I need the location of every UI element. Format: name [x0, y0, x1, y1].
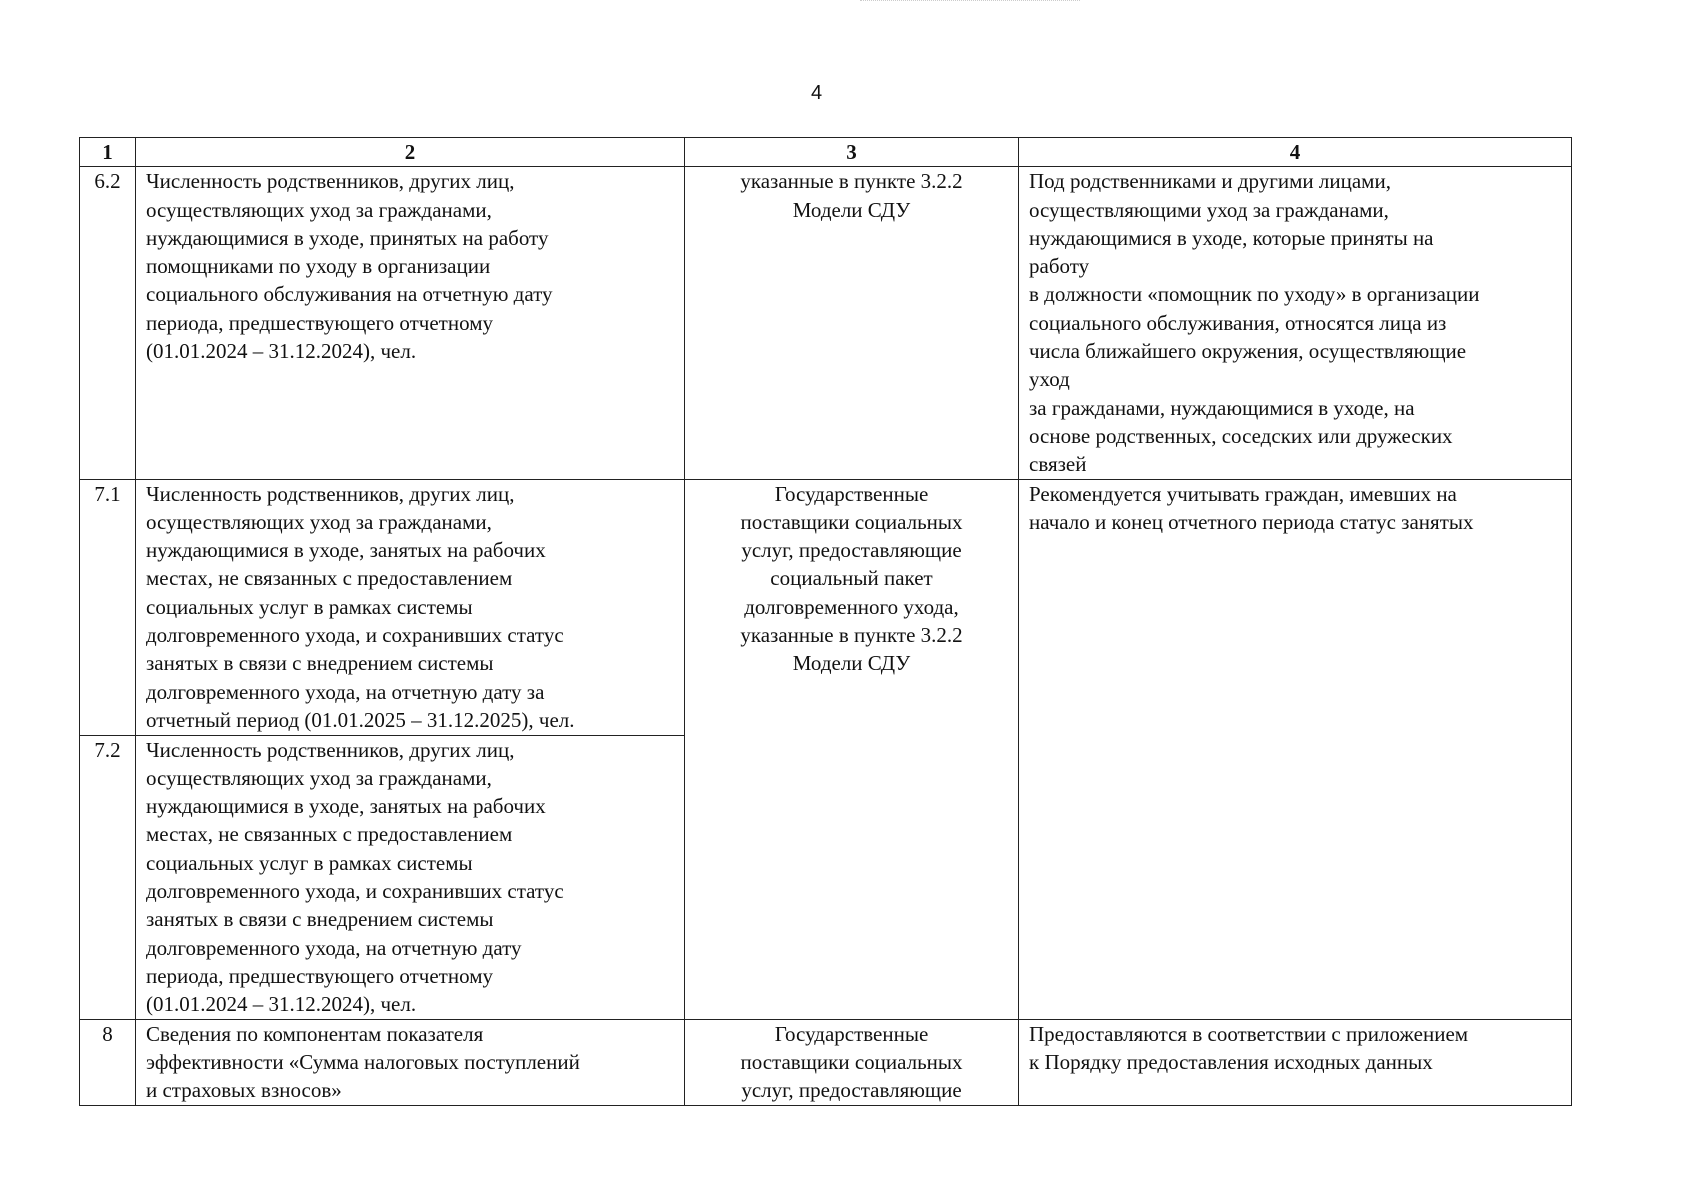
- text-line: осуществляющих уход за гражданами,: [146, 509, 492, 534]
- indicator-name-cell: [136, 735, 685, 1019]
- text-line: Предоставляются в соответствии с приложением: [1029, 1021, 1469, 1046]
- scan-artifact-top: [860, 0, 1080, 4]
- text-line: социальных услуг в рамках системы: [146, 594, 473, 619]
- text-line: социальных услуг в рамках системы: [146, 850, 473, 875]
- text-line: местах, не связанных с предоставлением: [146, 566, 513, 591]
- text-line: указанные в пункте 3.2.2: [740, 169, 963, 194]
- text-line: числа ближайшего окружения, осуществляющие: [1029, 339, 1467, 364]
- text-line: социального обслуживания, относятся лица из: [1029, 310, 1447, 335]
- text-line: Под родственниками и другими лицами,: [1029, 169, 1391, 194]
- text-line: поставщики социальных: [740, 1049, 963, 1074]
- text-line: поставщики социальных: [740, 509, 963, 534]
- text-line: Государственные: [774, 481, 929, 506]
- text-line: и страховых взносов»: [146, 1078, 342, 1103]
- text-line: социальный пакет: [770, 566, 933, 591]
- row-number: 6.2: [80, 167, 136, 479]
- text-line: основе родственных, соседских или дружеских: [1029, 423, 1453, 448]
- text-line: за гражданами, нуждающимися в уходе, на: [1029, 395, 1415, 420]
- indicator-name-cell: [136, 167, 685, 479]
- text-line: отчетный период (01.01.2025 – 31.12.2025), чел.: [146, 707, 575, 732]
- text-line: осуществляющих уход за гражданами,: [146, 197, 492, 222]
- text-line: нуждающимися в уходе, занятых на рабочих: [146, 794, 546, 819]
- notes-cell: [1019, 479, 1572, 1019]
- text-line: работу: [1029, 254, 1090, 279]
- table-header-row: [80, 138, 1572, 167]
- text-line: местах, не связанных с предоставлением: [146, 822, 513, 847]
- providers-cell: [685, 479, 1019, 1019]
- text-line: нуждающимися в уходе, занятых на рабочих: [146, 538, 546, 563]
- text-line: в должности «помощник по уходу» в организации: [1029, 282, 1480, 307]
- indicator-name-cell: [136, 479, 685, 735]
- text-line: Численность родственников, других лиц,: [146, 481, 515, 506]
- page-number: 4: [810, 82, 823, 104]
- text-line: Государственные: [774, 1021, 929, 1046]
- providers-cell: [685, 167, 1019, 479]
- text-line: услуг, предоставляющие: [741, 1078, 962, 1103]
- text-line: периода, предшествующего отчетному: [146, 963, 493, 988]
- text-line: занятых в связи с внедрением системы: [146, 651, 494, 676]
- row-number: 8: [80, 1019, 136, 1105]
- table-row: [80, 1019, 1572, 1105]
- header-cell-4: 4: [1019, 138, 1572, 167]
- text-line: долговременного ухода,: [744, 594, 959, 619]
- text-line: осуществляющих уход за гражданами,: [146, 765, 492, 790]
- text-line: (01.01.2024 – 31.12.2024), чел.: [146, 339, 417, 364]
- text-line: Сведения по компонентам показателя: [146, 1021, 484, 1046]
- header-cell-2: 2: [136, 138, 685, 167]
- text-line: долговременного ухода, и сохранивших статус: [146, 623, 564, 648]
- header-cell-1: 1: [80, 138, 136, 167]
- text-line: указанные в пункте 3.2.2: [740, 623, 963, 648]
- header-cell-3: 3: [685, 138, 1019, 167]
- text-line: нуждающимися в уходе, принятых на работу: [146, 225, 549, 250]
- text-line: (01.01.2024 – 31.12.2024), чел.: [146, 992, 417, 1017]
- text-line: эффективности «Сумма налоговых поступлений: [146, 1049, 580, 1074]
- text-line: связей: [1029, 452, 1087, 477]
- text-line: помощниками по уходу в организации: [146, 254, 491, 279]
- row-number: 7.1: [80, 479, 136, 735]
- text-line: начало и конец отчетного периода статус занятых: [1029, 509, 1474, 534]
- text-line: нуждающимися в уходе, которые приняты на: [1029, 225, 1434, 250]
- notes-cell: [1019, 167, 1572, 479]
- text-line: Численность родственников, других лиц,: [146, 169, 515, 194]
- text-line: социального обслуживания на отчетную дату: [146, 282, 553, 307]
- indicator-name-cell: [136, 1019, 685, 1105]
- text-line: периода, предшествующего отчетному: [146, 310, 493, 335]
- row-number: 7.2: [80, 735, 136, 1019]
- table-row: [80, 167, 1572, 479]
- text-line: Модели СДУ: [792, 197, 911, 222]
- data-table: [79, 137, 1572, 1106]
- text-line: услуг, предоставляющие: [741, 538, 962, 563]
- text-line: занятых в связи с внедрением системы: [146, 907, 494, 932]
- table-row: [80, 479, 1572, 735]
- text-line: к Порядку предоставления исходных данных: [1029, 1049, 1433, 1074]
- text-line: уход: [1029, 367, 1070, 392]
- text-line: Численность родственников, других лиц,: [146, 737, 515, 762]
- text-line: Модели СДУ: [792, 651, 911, 676]
- notes-cell: [1019, 1019, 1572, 1105]
- text-line: Рекомендуется учитывать граждан, имевших на: [1029, 481, 1457, 506]
- text-line: долговременного ухода, и сохранивших статус: [146, 879, 564, 904]
- text-line: долговременного ухода, на отчетную дату: [146, 935, 522, 960]
- providers-cell: [685, 1019, 1019, 1105]
- text-line: долговременного ухода, на отчетную дату за: [146, 679, 545, 704]
- text-line: осуществляющими уход за гражданами,: [1029, 197, 1389, 222]
